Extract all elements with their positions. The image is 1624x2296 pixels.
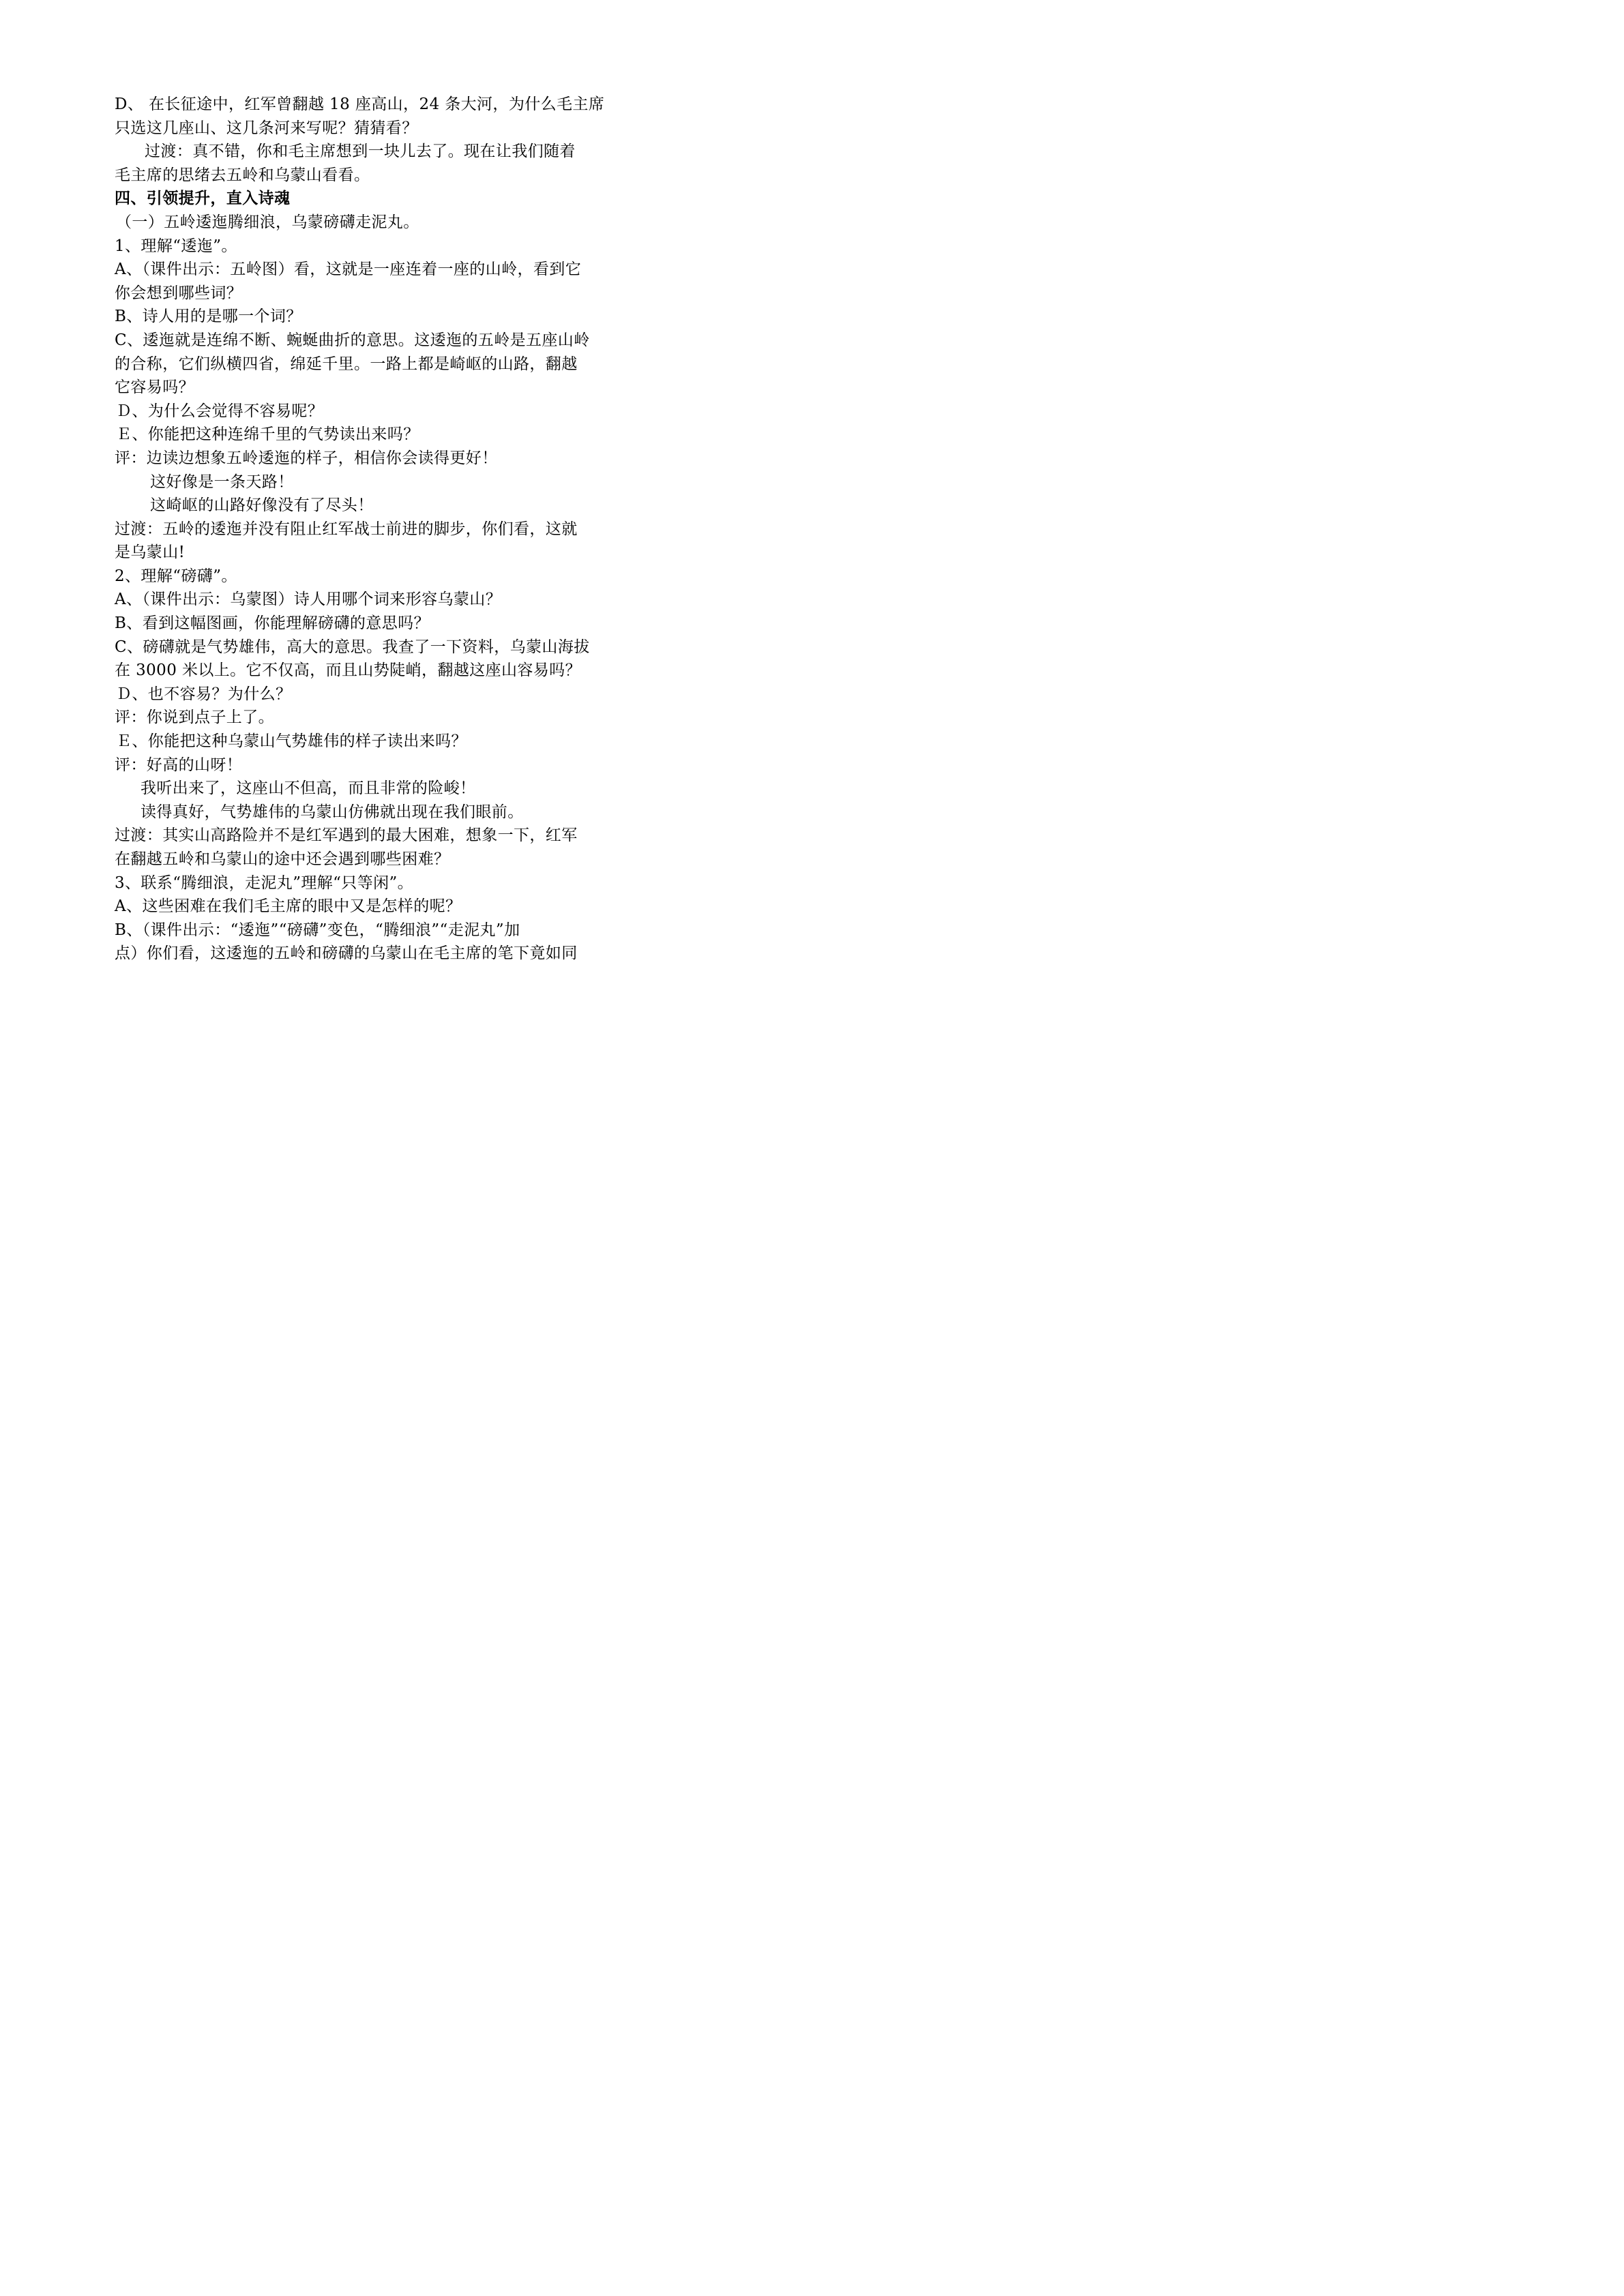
text-line: 过渡：五岭的逶迤并没有阻止红军战士前进的脚步，你们看，这就 <box>115 520 578 538</box>
text-line: B、（课件出示：“逶迤”“磅礴”变色，“腾细浪”“走泥丸”加 <box>115 921 520 939</box>
text-line: B、看到这幅图画，你能理解磅礴的意思吗？ <box>115 614 430 633</box>
text-line: 过渡：真不错，你和毛主席想到一块儿去了。现在让我们随着 <box>145 143 576 161</box>
text-line: C、磅礴就是气势雄伟，高大的意思。我查了一下资料，乌蒙山海拔 <box>115 638 590 656</box>
text-line: 在翻越五岭和乌蒙山的途中还会遇到哪些困难？ <box>115 850 450 868</box>
text-line: 评：边读边想象五岭逶迤的样子，相信你会读得更好！ <box>115 449 498 467</box>
text-line: 过渡：其实山高路险并不是红军遇到的最大困难，想象一下，红军 <box>115 826 578 845</box>
text-line: 这好像是一条天路！ <box>150 473 294 491</box>
text-line: D、 在长征途中，红军曾翻越 18 座高山，24 条大河，为什么毛主席 <box>115 95 605 113</box>
text-line: 的合称，它们纵横四省，绵延千里。一路上都是崎岖的山路，翻越 <box>115 355 578 373</box>
section-heading: 四、引领提升，直入诗魂 <box>115 189 291 208</box>
text-line: 我听出来了，这座山不但高，而且非常的险峻！ <box>141 779 476 798</box>
text-line: A、（课件出示：五岭图）看，这就是一座连着一座的山岭，看到它 <box>115 260 582 279</box>
text-line: B、诗人用的是哪一个词？ <box>115 308 302 326</box>
text-line: 读得真好，气势雄伟的乌蒙山仿佛就出现在我们眼前。 <box>141 803 524 821</box>
text-line: 2、理解“磅礴”。 <box>115 567 237 585</box>
text-line: C、逶迤就是连绵不断、蜿蜒曲折的意思。这逶迤的五岭是五座山岭 <box>115 331 590 349</box>
text-line: Ｄ、也不容易？为什么？ <box>116 685 292 703</box>
text-line: 评：你说到点子上了。 <box>115 709 274 727</box>
text-line: 它容易吗？ <box>115 378 194 397</box>
text-line: 3、联系“腾细浪，走泥丸”理解“只等闲”。 <box>115 874 414 892</box>
text-line: 你会想到哪些词？ <box>115 284 243 302</box>
text-line: A、（课件出示：乌蒙图）诗人用哪个词来形容乌蒙山？ <box>115 591 502 609</box>
text-line: 在 3000 米以上。它不仅高，而且山势陡峭，翻越这座山容易吗？ <box>115 661 581 680</box>
text-line: 只选这几座山、这几条河来写呢？猜猜看？ <box>115 119 418 137</box>
text-line: （一）五岭逶迤腾细浪，乌蒙磅礴走泥丸。 <box>116 213 419 231</box>
text-line: A、这些困难在我们毛主席的眼中又是怎样的呢？ <box>115 897 462 916</box>
text-line: Ｅ、你能把这种乌蒙山气势雄伟的样子读出来吗？ <box>116 732 467 751</box>
text-line: 毛主席的思绪去五岭和乌蒙山看看。 <box>115 166 370 184</box>
text-line: Ｄ、为什么会觉得不容易呢？ <box>116 402 324 420</box>
document-page <box>115 93 653 966</box>
text-line: 评：好高的山呀！ <box>115 756 243 774</box>
text-line: 1、理解“逶迤”。 <box>115 237 237 255</box>
text-line: 这崎岖的山路好像没有了尽头！ <box>150 496 374 515</box>
text-line: 是乌蒙山! <box>115 543 186 562</box>
text-line: 点）你们看，这逶迤的五岭和磅礴的乌蒙山在毛主席的笔下竟如同 <box>115 944 578 963</box>
text-line: Ｅ、你能把这种连绵千里的气势读出来吗？ <box>116 426 419 444</box>
